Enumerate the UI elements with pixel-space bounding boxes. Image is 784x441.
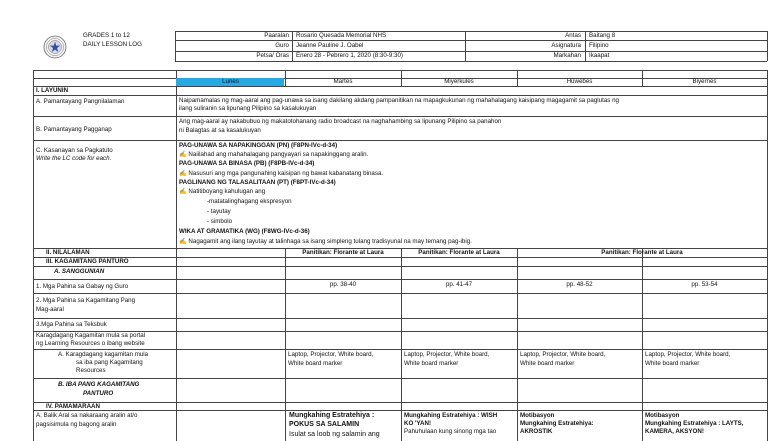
lc-pt-heading: PAGLINANG NG TALASALITAAN (PT) (F8PT-IVc-d-34) <box>179 179 336 186</box>
strat-miyerkules-3: Pahuhulaan kung sinong mga tao <box>404 428 497 435</box>
gabay-biyernes: pp. 53-54 <box>691 281 718 288</box>
iba-label3: Resources <box>76 367 106 374</box>
guro-label: Guro <box>275 42 289 49</box>
lc-pb-heading: PAG-UNAWA SA BINASA (PB) (F8PB-IVc-d-34) <box>179 160 315 167</box>
teksbuk-label: 3.Mga Pahina sa Teksbuk <box>36 321 107 328</box>
iba-label2: sa iba pang Kagamitang <box>76 359 143 366</box>
kasanayan-label: C. Kasanayan sa Pagkatuto <box>36 147 113 154</box>
strat-martes-1: Mungkahing Estratehiya : <box>289 412 375 419</box>
pagganap-label: B. Pamantayang Pagganap <box>36 126 112 133</box>
portal-label2: ng Learning Resources o ibang website <box>36 340 145 347</box>
strat-biyernes-3: KAMERA, AKSYON! <box>645 428 704 435</box>
lc-pn-item: ✍ Naiilahad ang mahahalagang pangyayari sa napakinggang aralin. <box>179 151 369 158</box>
day-huwebes: Huwebes <box>566 78 593 85</box>
strat-miyerkules-2: KO 'YAN! <box>404 420 432 427</box>
lc-pn-heading: PAG-UNAWA SA NAPAKINGGAN (PN) (F8PN-IVc-d-34) <box>179 142 338 149</box>
lc-pt-sub3: - simbolo <box>207 218 233 225</box>
kagamitang-heading: III. KAGAMITANG PANTURO <box>46 258 129 265</box>
pagganap-text2: ni Balagtas at sa kasalukuyan <box>179 127 261 134</box>
materials-biyernes-1: Laptop, Projector, White board, <box>645 351 731 358</box>
lc-wg-item: ✍ Nagagamit ang ilang tayutay at talinhaga sa isang simpleng tulang tradisyunal na may temang pag-ibig. <box>179 238 472 245</box>
strat-biyernes-1: Motibasyon <box>645 412 680 419</box>
title-line2: DAILY LESSON LOG <box>83 41 142 48</box>
pangnilalaman-text2: ilang suliranin sa lipunang Pilipino sa kasalukuyan <box>179 105 317 112</box>
gabay-huwebes: pp. 48-52 <box>566 281 593 288</box>
portal-label1: Karagdagang Kagamitan mula sa portal <box>36 332 146 339</box>
lc-pt-sub2: - tayutay <box>207 208 231 215</box>
gabay-martes: pp. 38-40 <box>329 281 357 288</box>
pangnilalaman-label: A. Pamantayang Pangnilalaman <box>36 98 125 105</box>
strat-martes-3: Isulat sa loob ng salamin ang <box>289 431 380 438</box>
day-martes: Martes <box>333 78 353 85</box>
lc-pt-item: ✍ Natitiboyang kahulugan ang <box>179 188 266 195</box>
materials-miyerkules-2: White board marker <box>404 360 459 367</box>
antas-label: Antas <box>565 32 581 39</box>
asignatura-label: Asignatura <box>551 42 581 49</box>
strat-martes-2: POKUS SA SALAMIN <box>289 421 360 428</box>
strat-huwebes-2: Mungkahing Estratehiya: <box>520 420 594 427</box>
materials-huwebes-1: Laptop, Projector, White board, <box>520 351 606 358</box>
gabay-label: 1. Mga Pahina sa Gabay ng Guro <box>36 283 129 290</box>
day-biyernes: Biyernes <box>692 78 717 85</box>
guro-value: Jeanne Pauline J. Oabel <box>296 42 364 49</box>
pagganap-text1: Ang mag-aaral ay nakabubuo ng makatotohanang radio broadcast na naghahambing sa lipunang Pilipino sa panahon <box>179 118 502 125</box>
deped-seal-icon <box>43 35 67 59</box>
kagamitang-pang-label1: 2. Mga Pahina sa Kagamitang Pang <box>36 297 136 304</box>
lc-wg-heading: WIKA AT GRAMATIKA (WG) (F8WG-IVc-d-36) <box>179 228 310 235</box>
paaralan-value: Rosario Quesada Memorial NHS <box>296 32 387 39</box>
pamamaraan-heading: IV. PAMAMARAAN <box>46 403 100 410</box>
strat-miyerkules-1: Mungkahing Estratehiya : WISH <box>404 412 498 419</box>
antas-value: Baitang 8 <box>589 32 616 39</box>
materials-martes-2: White board marker <box>288 360 343 367</box>
pangnilalaman-text1: Naipamamalas ng mag-aaral ang pag-unawa sa isang dakilang akdang pampanitikan na mapagkukunan ng mahahalagang kaisipang magagamit sa paglutas ng <box>179 97 619 104</box>
lc-pt-sub1: -matatalinghagang ekspresyon <box>207 198 292 205</box>
paaralan-label: Paaralan <box>264 32 289 39</box>
kasanayan-note: Write the LC code for each. <box>36 155 112 162</box>
materials-biyernes-2: White board marker <box>645 360 700 367</box>
gabay-miyerkules: pp. 41-47 <box>445 281 473 288</box>
sanggunian-heading: A. SANGGUNIAN <box>54 268 105 275</box>
strat-biyernes-2: Mungkahing Estratehiya : LAYTS, <box>645 420 744 427</box>
nilalaman-heading: II. NILALAMAN <box>46 249 90 256</box>
day-miyerkules: Miyerkules <box>444 78 474 85</box>
petsa-value: Enero 28 - Pebrero 1, 2020 (8:30-9:30) <box>296 52 403 59</box>
markahan-value: Ikaapat <box>589 52 610 59</box>
layunin-heading: I. LAYUNIN <box>36 87 69 94</box>
asignatura-value: Filipino <box>589 42 609 49</box>
title-line1: GRADES 1 to 12 <box>83 32 130 39</box>
nilalaman-huwebes-biyernes: Panitikan: Florante at Laura <box>601 249 683 256</box>
materials-martes-1: Laptop, Projector, White board, <box>288 351 374 358</box>
petsa-label: Petsa/ Oras <box>256 52 289 59</box>
iba-pang-label1: B. IBA PANG KAGAMITANG <box>58 381 140 388</box>
iba-label1: A. Karagdagang kagamitan mula <box>58 351 149 358</box>
kagamitang-pang-label2: Mag-aaral <box>36 306 64 313</box>
materials-miyerkules-1: Laptop, Projector, White board, <box>404 351 490 358</box>
nilalaman-martes: Panitikan: Florante at Laura <box>302 249 384 256</box>
markahan-label: Markahan <box>553 52 581 59</box>
materials-huwebes-2: White board marker <box>520 360 575 367</box>
lc-pb-item: ✍ Nasusuri ang mga pangunahing kaisipan ng bawat kabanatang binasa. <box>179 170 384 177</box>
strat-huwebes-3: AKROSTIK <box>520 428 553 435</box>
balik-label1: A. Balik Aral sa nakaraang aralin at/o <box>36 412 138 419</box>
strat-huwebes-1: Motibasyon <box>520 412 555 419</box>
day-lunes: Lunes <box>222 78 239 85</box>
balik-label2: pagsisimula ng bagong aralin <box>36 421 117 428</box>
iba-pang-label2: PANTURO <box>83 390 114 397</box>
nilalaman-miyerkules: Panitikan: Florante at Laura <box>418 249 500 256</box>
